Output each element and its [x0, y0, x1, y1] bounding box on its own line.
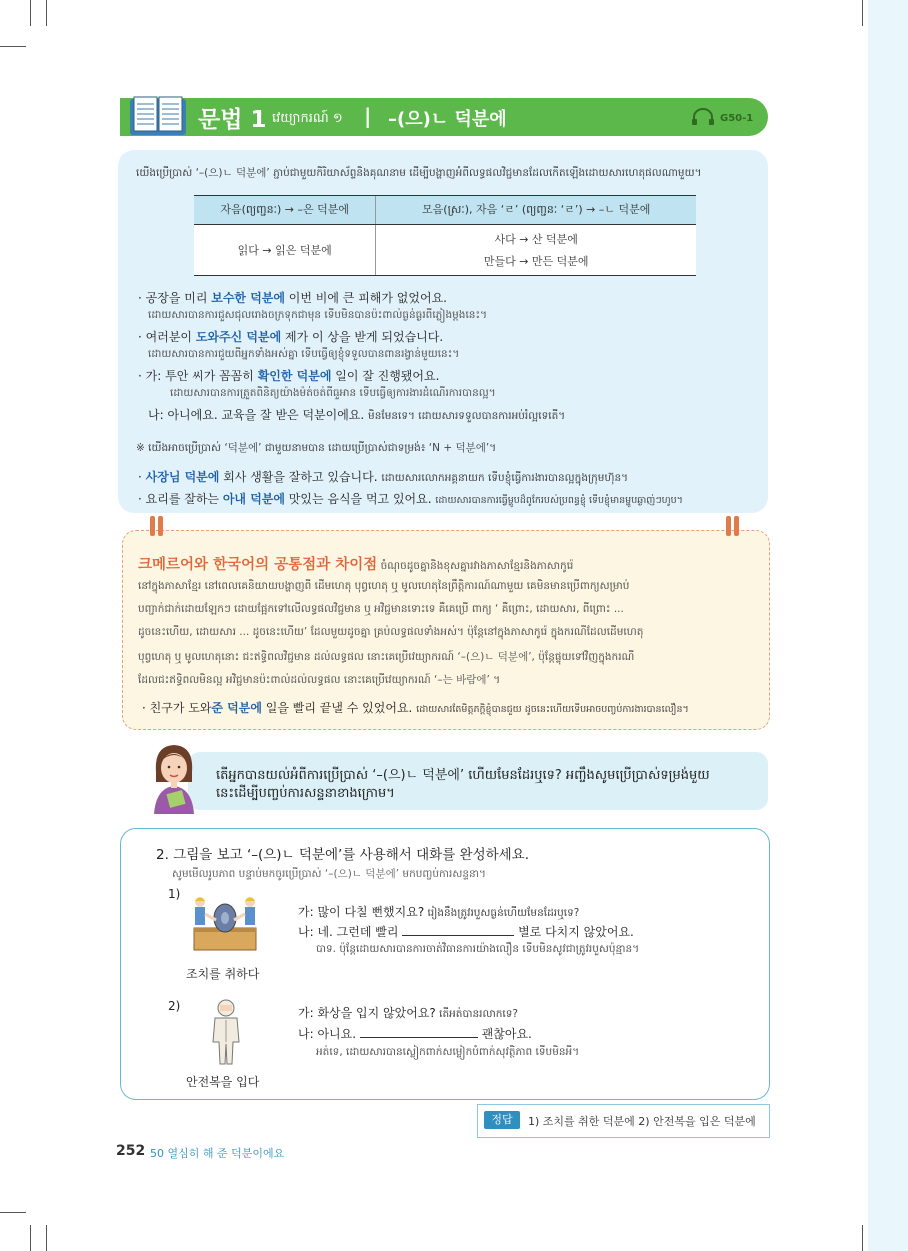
comparison-line-5: ដែលជះឥទ្ធិពលមិនល្អ អវិជ្ជមានប៉ះពាល់ដល់លទ្ធផល នោះគេប្រើវេយ្យាករណ៍ ‘–는 바람에’ ។ — [138, 674, 501, 686]
example-translation-2: ដោយសារបានការជួយពីអ្នកទាំងអស់គ្នា ទើបធ្វើឲ្យខ្ញុំទទួលបានពានរង្វាន់មួយនេះ។ — [148, 348, 460, 360]
item-caption-2: 안전복을 입다 — [186, 1075, 260, 1089]
dialogue-text: 별로 다치지 않았어요. — [514, 925, 634, 939]
dialogue-1-translation: បាទ. ប៉ុន្តែដោយសារបានការចាត់វិធានការយ៉ាងលឿន ទើបមិនសូវជាត្រូវរបួសប៉ុន្មាន។ — [316, 943, 640, 955]
dialogue-text: 괜찮아요. — [477, 1027, 532, 1041]
noun-example-1: · 사장님 덕분에 회사 생활을 잘하고 있습니다. ដោយសារលោកអគ្គនាយក ទើបខ្ញុំធ្វើការងារបានល្អក្នុងក្រុមហ៊ុន។ — [138, 470, 629, 484]
example-highlight: 사장님 덕분에 — [145, 470, 220, 484]
book-icon — [128, 93, 188, 139]
teacher-illustration — [150, 742, 198, 814]
crop-mark — [46, 1225, 47, 1251]
vowel-example-2: 만들다 → 만든 덕분에 — [483, 255, 589, 268]
safety-suit-illustration — [206, 998, 246, 1066]
teacher-prompt-line-1: តើអ្នកបានយល់អំពីការប្រើប្រាស់ ‘–(으)ㄴ 덕분에’ ហើយមែនដែរឬទេ? អញ្ចឹងសូមប្រើប្រាស់ទម្រង់មួយ — [216, 768, 710, 783]
crop-mark — [862, 1225, 863, 1251]
example-text: 나: 아니에요. 교육을 잘 받은 덕분이에요. — [148, 408, 365, 422]
example-translation-3: ដោយសារបានការត្រួតពិនិត្យយ៉ាងម៉ត់ចត់ពីធួអាន ទើបធ្វើឲ្យការងារដំណើរការបានល្អ។ — [170, 387, 496, 399]
dialogue-1-line-b — [298, 923, 634, 940]
dialogue-translation: តើអត់បានរលាកទេ? — [435, 1008, 519, 1020]
crop-mark — [46, 0, 47, 26]
conjugation-table — [194, 195, 696, 276]
dialogue-text: 나: 네. 그런데 빨리 — [298, 925, 403, 939]
dialogue-1-line-a — [298, 903, 579, 922]
example-text: 회사 생활을 잘하고 있습니다. — [219, 470, 378, 484]
audio-track-code[interactable]: G50-1 — [720, 113, 754, 124]
dialogue-2-translation: អត់ទេ, ដោយសារបានស្លៀកពាក់សម្លៀកបំពាក់សុវត្ថិភាព ទើបមិនអី។ — [316, 1046, 580, 1058]
crop-mark — [30, 1225, 31, 1251]
example-highlight: 준 덕분에 — [211, 701, 262, 715]
headphones-icon[interactable] — [690, 108, 716, 126]
table-header-consonant: 자음(ព្យញ្ជនៈ) → –은 덕분에 — [194, 196, 376, 225]
chapter-title: 50 열심히 해 준 덕분이에요 — [150, 1147, 285, 1160]
teacher-prompt-line-2: នេះដើម្បីបញ្ចប់ការសន្ទនាខាងក្រោម។ — [216, 786, 395, 801]
grammar-khmer-label: វេយ្យាករណ៍ ១ — [272, 111, 343, 126]
example-text: 여러분이 — [145, 330, 196, 344]
example-text: 일이 잘 진행됐어요. — [331, 369, 440, 383]
answer-key-badge: 정답 — [484, 1111, 520, 1129]
crop-mark — [30, 0, 31, 26]
example-translation: ដោយសារបានការធ្វើម្ហូបដ៏ពូកែរបស់ប្រពន្ធខ្ញុំ ទើបខ្ញុំមានម្ហូបឆ្ងាញ់ៗហូប។ — [435, 495, 683, 506]
table-cell-consonant-example: 읽다 → 읽은 덕분에 — [194, 225, 376, 276]
exercise-subtitle: សូមមើលរូបភាព បន្ទាប់មកចូរប្រើប្រាស់ ‘–(으)ㄴ 덕분에’ មកបញ្ចប់ការសន្ទនា។ — [172, 868, 486, 880]
side-strip — [868, 0, 908, 1251]
answer-key-text: 1) 조치를 취한 덕분에 2) 안전복을 입은 덕분에 — [528, 1115, 756, 1128]
table-header-vowel: 모음(ស្រៈ), 자음 ‘ㄹ’ (ព្យញ្ជនៈ ‘ㄹ’) → –ㄴ 덕분에 — [376, 196, 696, 225]
example-text: 제가 이 상을 받게 되었습니다. — [281, 330, 444, 344]
example-highlight: 도와주신 덕분에 — [195, 330, 282, 344]
example-text: 맛있는 음식을 먹고 있어요. — [284, 492, 432, 506]
dialogue-translation: រៀងនឹងត្រូវរបួសធ្ងន់ហើយមែនដែរឬទេ? — [424, 907, 580, 919]
crop-mark — [862, 0, 863, 26]
example-translation: ដោយសារលោកអគ្គនាយក ទើបខ្ញុំធ្វើការងារបានល្អក្នុងក្រុមហ៊ុន។ — [381, 472, 629, 484]
item-number-1: 1) — [168, 887, 181, 901]
example-text: 일을 빨리 끝낼 수 있었어요. — [261, 701, 413, 715]
comparison-line-4: បុព្វហេតុ ឬ មូលហេតុនោះ ជះឥទ្ធិពលវិជ្ជមាន ដល់លទ្ធផល នោះគេប្រើវេយ្យាករណ៍ ‘–(으)ㄴ 덕분에’, ប៉ុន្តែផ្ទុយទៅវិញក្នុងករណី — [138, 651, 635, 663]
workers-machine-illustration — [186, 892, 264, 958]
example-text: 가: 투안 씨가 꼼꼼히 — [145, 369, 258, 383]
comparison-title-part2: 한국어의 공통점과 차이점 — [213, 557, 378, 573]
example-sentence-1 — [138, 289, 447, 306]
noun-example-2: · 요리를 잘하는 아내 덕분에 맛있는 음식을 먹고 있어요. ដោយសារបានការធ្វើម្ហូបដ៏ពូកែរបស់ប្រពន្ធខ្ញុំ ទើបខ្ញុំមានម្ហូបឆ្ងាញ់ៗហូប។ — [138, 492, 683, 506]
page-number: 252 — [116, 1143, 146, 1159]
example-text: 요리를 잘하는 — [145, 492, 223, 506]
dialogue-text: 나: 아니요. — [298, 1027, 360, 1041]
crop-mark — [0, 1212, 26, 1213]
answer-blank-2[interactable] — [360, 1025, 478, 1038]
quote-mark-right — [734, 516, 739, 536]
bullet: · — [138, 369, 142, 383]
comparison-title-khmer: ចំណុចដូចគ្នានិងខុសគ្នារវាងភាសាខ្មែរនិងភាសាកូរ៉េ — [377, 560, 574, 572]
example-sentence-2 — [138, 328, 443, 345]
crop-mark — [0, 46, 26, 47]
comparison-line-3: ដូចនេះហើយ, ដោយសារ ... ដូចនេះហើយ’ ដែលមួយដូចគ្នា គ្រប់លទ្ធផលទាំងអស់។ ប៉ុន្តែនៅក្នុងភាសាកូរ៉េ ក្នុងករណីដែលដើមហេតុ — [138, 626, 644, 638]
dialogue-2-line-b — [298, 1025, 532, 1042]
answer-blank-1[interactable] — [402, 923, 514, 936]
example-sentence-3 — [138, 367, 439, 384]
example-translation: ដោយសារតែមិត្តភក្តិខ្ញុំបានជួយ ដូចនេះហើយទើបអាចបញ្ចប់ការងារបានលឿន។ — [416, 704, 689, 715]
quote-mark-right — [726, 516, 731, 536]
example-text: 공장을 미리 — [145, 291, 212, 305]
example-text: · 친구가 도와 — [142, 701, 212, 715]
example-translation-1: ដោយសារបានការជួសជុលរោងចក្រទុកជាមុន ទើបមិនបានប៉ះពាល់ធ្ងន់ធ្ងរពីភ្លៀងម្ដងនេះ។ — [148, 309, 487, 321]
quote-mark-left — [158, 516, 163, 536]
example-highlight: 아내 덕분에 — [222, 492, 285, 506]
bullet: · — [138, 330, 142, 344]
dialogue-text: 가: 많이 다칠 뻔했지요? — [298, 905, 425, 919]
exercise-title: 2. 그림을 보고 ‘–(으)ㄴ 덕분에’를 사용해서 대화를 완성하세요. — [156, 847, 530, 863]
example-sentence-4 — [148, 406, 565, 425]
bullet: · — [138, 291, 142, 305]
dialogue-text: 가: 화상을 입지 않았어요? — [298, 1006, 436, 1020]
example-translation-4: មិនមែនទេ។ ដោយសារទទួលបានការអប់រំល្អទេតើ។ — [368, 410, 566, 422]
comparison-example — [142, 699, 689, 717]
explanation-intro: យើងប្រើប្រាស់ ‘–(으)ㄴ 덕분에’ ភ្ជាប់ជាមួយកិរិយាស័ព្ទនិងគុណនាម ដើម្បីបង្ហាញអំពីលទ្ធផលវិជ្ជមានដែលកើតឡើងដោយសារហេតុផលណាមួយ។ — [136, 167, 702, 179]
example-text: 이번 비에 큰 피해가 없었어요. — [284, 291, 447, 305]
item-number-2: 2) — [168, 999, 181, 1013]
example-highlight: 보수한 덕분에 — [211, 291, 285, 305]
grammar-title: 문법 1 — [198, 107, 267, 133]
item-caption-1: 조치를 취하다 — [186, 967, 260, 981]
comparison-title-part1: 크메르어와 — [138, 557, 214, 573]
comparison-title — [138, 553, 573, 575]
comparison-line-2: បញ្ជាក់ជាក់ដោយឡែកៗ ដោយផ្អែកទៅលើលទ្ធផលវិជ្ជមាន ឬ អវិជ្ជមានទោះទេ គឺគេប្រើ ពាក្យ ‘ គឺព្រោះ, ដោយសារ, ពីព្រោះ ... — [138, 603, 624, 615]
dialogue-2-line-a — [298, 1004, 518, 1023]
vowel-example-1: 사다 → 산 덕분에 — [494, 233, 578, 246]
quote-mark-left — [150, 516, 155, 536]
comparison-line-1: នៅក្នុងភាសាខ្មែរ នៅពេលគេនិយាយបង្ហាញពី ដើមហេតុ បុព្វហេតុ ឬ មូលហេតុនៃព្រឹត្តិការណ៍ណាមួយ គេមិនមានប្រើពាក្យសម្រាប់ — [138, 580, 630, 592]
example-highlight: 확인한 덕분에 — [257, 369, 332, 383]
header-separator: | — [364, 104, 372, 128]
noun-usage-note: ※ យើងអាចប្រើប្រាស់ ‘덕분에’ ជាមួយនាមបាន ដោយប្រើប្រាស់ជាទម្រង់៖ ‘N + 덕분에’។ — [136, 442, 497, 454]
grammar-pattern: –(으)ㄴ 덕분에 — [388, 109, 507, 130]
table-cell-vowel-examples — [376, 225, 696, 276]
